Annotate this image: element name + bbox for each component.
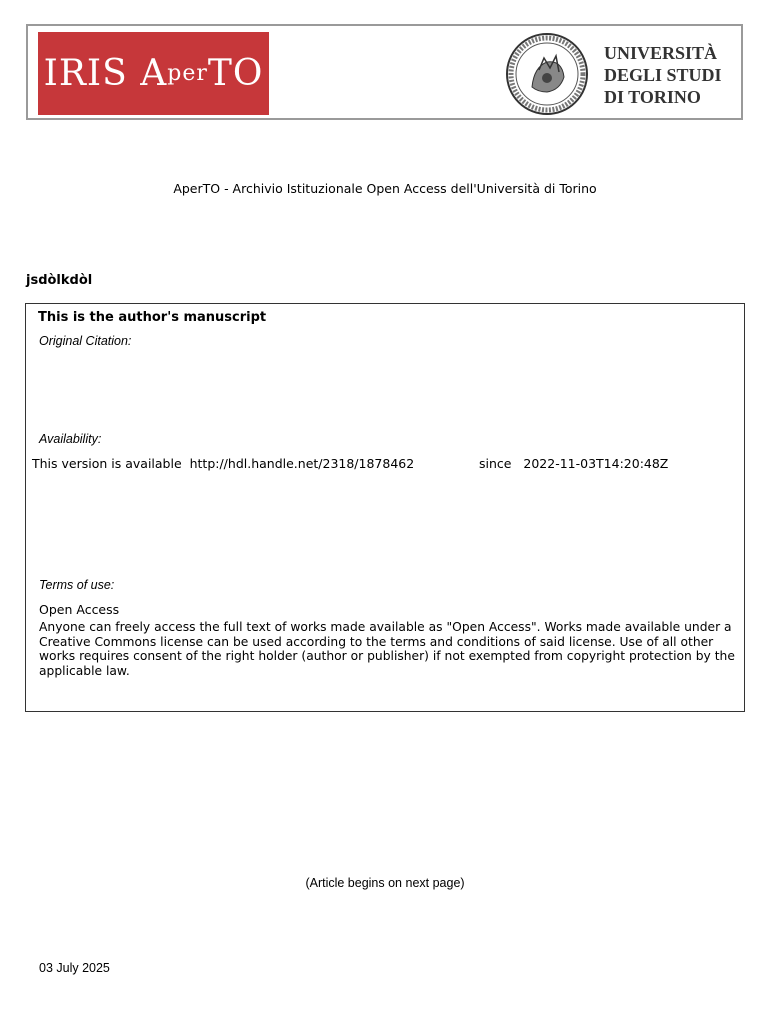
original-citation-label: Original Citation: [39, 334, 132, 348]
repository-title: AperTO - Archivio Istituzionale Open Access dell'Università di Torino [173, 181, 597, 196]
download-date: 03 July 2025 [39, 961, 110, 975]
availability-text: This version is available http://hdl.handle.net/2318/1878462 [32, 456, 415, 471]
document-title: jsdòlkdòl [26, 273, 93, 288]
university-line-2: DEGLI STUDI [604, 65, 722, 85]
logo-text-end: TO [207, 53, 264, 94]
logo-text-small: per [167, 61, 208, 86]
iris-aperto-logo [38, 32, 269, 115]
manuscript-heading: This is the author's manuscript [38, 310, 267, 325]
university-line-3: DI TORINO [604, 87, 701, 107]
university-line-1: UNIVERSITÀ [604, 43, 718, 63]
article-begins-note: (Article begins on next page) [305, 876, 465, 890]
university-name [604, 42, 722, 108]
availability-since: since 2022-11-03T14:20:48Z [479, 456, 669, 471]
terms-of-use-label: Terms of use: [39, 578, 115, 592]
logo-text-main: IRIS A [43, 53, 168, 94]
open-access-text: Anyone can freely access the full text of works made available as "Open Access". Works made available under a Creative Commons license can be used according to the terms and conditions of said license. Use of all other works requires consent of the right holder (author or publisher) if not exempted from copyright protection by the applicable law. [39, 620, 735, 678]
university-seal-icon [504, 32, 590, 116]
open-access-title: Open Access [39, 602, 120, 617]
header-banner [26, 24, 743, 120]
availability-label: Availability: [39, 432, 102, 446]
